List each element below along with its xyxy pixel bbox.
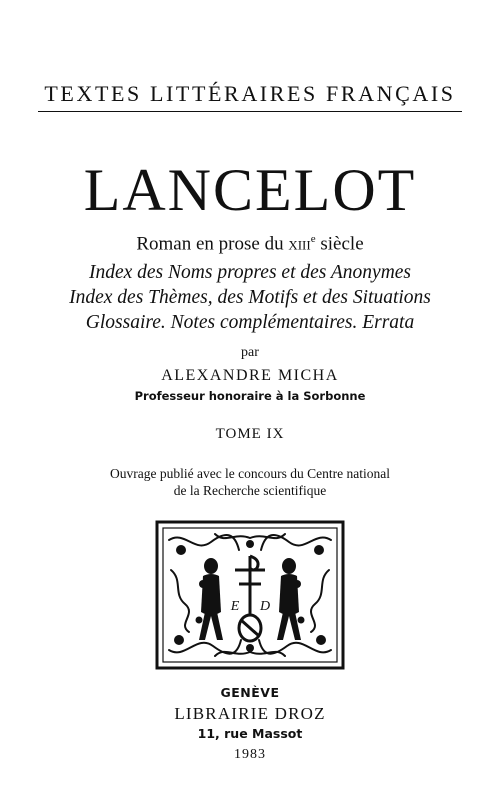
publisher-address: 11, rue Massot [197, 726, 303, 741]
contents-line-2: Index des Thèmes, des Motifs et des Situations [69, 287, 431, 308]
subtitle-century: xiii [288, 233, 311, 255]
publisher-name: LIBRAIRIE DROZ [174, 704, 326, 723]
publisher-emblem-icon [155, 520, 345, 670]
publication-year: 1983 [234, 747, 266, 762]
author-name: ALEXANDRE MICHA [161, 367, 339, 384]
by-label: par [241, 345, 259, 360]
subtitle-suffix: siècle [315, 233, 364, 255]
subtitle-prefix: Roman en prose du [136, 233, 289, 255]
book-subtitle [0, 233, 500, 255]
emblem-initial-e: E [230, 599, 240, 614]
sponsor-line-1: Ouvrage publié avec le concours du Centre national [109, 466, 391, 481]
emblem-initial-d: D [259, 599, 271, 614]
contents-line-3: Glossaire. Notes complémentaires. Errata [85, 312, 415, 333]
contents-line-1: Index des Noms propres et des Anonymes [88, 262, 412, 283]
series-rule [38, 111, 462, 112]
volume-label: TOME IX [215, 426, 285, 442]
series-title: TEXTES LITTÉRAIRES FRANÇAIS [44, 81, 456, 106]
subtitle-superscript: e [310, 233, 316, 245]
book-title: LANCELOT [83, 157, 417, 223]
sponsor-line-2: de la Recherche scientifique [173, 483, 327, 498]
publisher-city: GENÈVE [220, 685, 280, 700]
author-title: Professeur honoraire à la Sorbonne [134, 389, 366, 403]
